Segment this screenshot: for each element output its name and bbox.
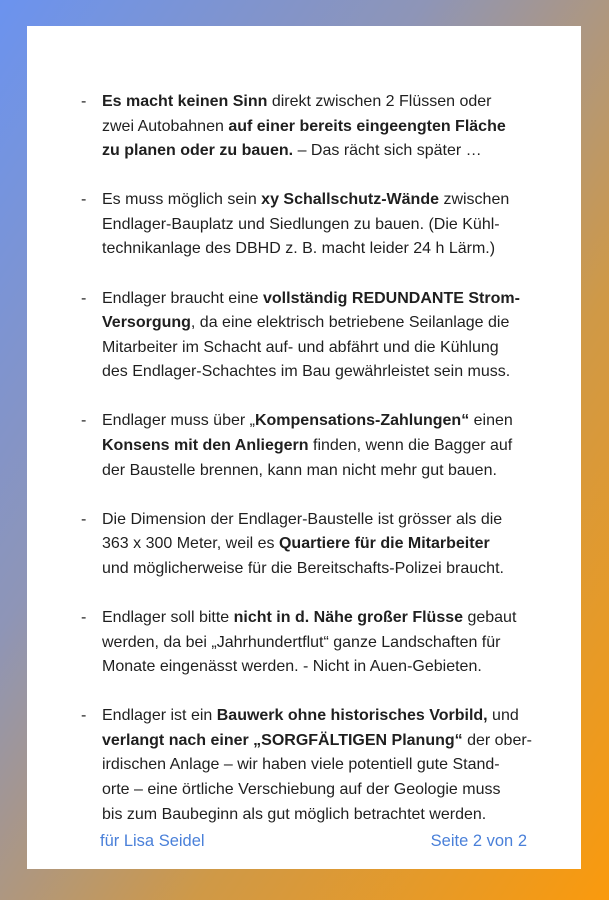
bullet-text-line: Mitarbeiter im Schacht auf- und abfährt und die Kühlung — [102, 338, 499, 356]
page-footer — [27, 829, 581, 854]
bullet-text-line: technikanlage des DBHD z. B. macht leider 24 h Lärm.) — [102, 240, 496, 258]
bullet-dash-icon: - — [81, 289, 87, 307]
bullet-text-line: des Endlager-Schachtes im Bau gewährleistet sein muss. — [102, 363, 511, 381]
bullet-text-line: Endlager-Bauplatz und Siedlungen zu bauen. (Die Kühl- — [102, 215, 500, 233]
bullet-item — [81, 606, 581, 680]
bullet-item — [81, 409, 581, 483]
bullet-dash-icon: - — [81, 412, 87, 430]
bullet-text-line: Die Dimension der Endlager-Baustelle ist grösser als die — [102, 510, 503, 528]
bullet-dash-icon: - — [81, 707, 87, 725]
bullet-text — [102, 409, 581, 483]
bullet-dash-icon: - — [81, 510, 87, 528]
bullet-text-line: Es macht keinen Sinn direkt zwischen 2 Flüssen oder — [102, 93, 492, 110]
bullet-text — [102, 90, 581, 164]
bullet-text — [102, 606, 581, 680]
bullet-dash-icon: - — [81, 609, 87, 626]
bullet-text-line: irdischen Anlage – wir haben viele potentiell gute Stand- — [102, 756, 500, 774]
bullet-text-line: werden, da bei „Jahrhundertflut“ ganze Landschaften für — [102, 633, 501, 651]
bullet-text-line: orte – eine örtliche Verschiebung auf der Geologie muss — [102, 781, 501, 799]
bullet-text-line: Monate eingenässt werden. - Nicht in Auen-Gebieten. — [102, 658, 482, 676]
bullet-text-line: verlangt nach einer „SORGFÄLTIGEN Planung“ der ober- — [102, 731, 533, 749]
bullet-text-line: 363 x 300 Meter, weil es Quartiere für die Mitarbeiter — [102, 535, 490, 553]
bullet-text-line: zu planen oder zu bauen. – Das rächt sich später … — [102, 142, 482, 160]
bullet-text-line: Konsens mit den Anliegern finden, wenn die Bagger auf — [102, 437, 513, 455]
bullet-item — [81, 90, 581, 164]
bullet-text-line: der Baustelle brennen, kann man nicht mehr gut bauen. — [102, 461, 497, 479]
bullet-item — [81, 188, 581, 262]
bullet-dash-icon: - — [81, 191, 87, 209]
bullet-text — [102, 287, 581, 385]
bullet-text-line: Endlager braucht eine vollständig REDUNDANTE Strom- — [102, 289, 520, 307]
bullet-text — [102, 508, 581, 582]
bullet-text-line: Endlager ist ein Bauwerk ohne historisches Vorbild, und — [102, 707, 519, 725]
bullet-text-line: Versorgung, da eine elektrisch betriebene Seilanlage die — [102, 314, 510, 332]
bullet-text — [102, 704, 581, 827]
bullet-item — [81, 287, 581, 385]
bullet-list — [81, 90, 581, 827]
document-page — [27, 26, 581, 869]
bullet-item — [81, 704, 581, 827]
bullet-text-line: Endlager muss über „Kompensations-Zahlungen“ einen — [102, 412, 513, 430]
footer-page-number: Seite 2 von 2 — [430, 832, 527, 850]
bullet-text-line: und möglicherweise für die Bereitschafts-Polizei braucht. — [102, 559, 504, 577]
bullet-text-line: bis zum Baubeginn als gut möglich betrachtet werden. — [102, 805, 487, 823]
bullet-text — [102, 188, 581, 262]
footer-attribution: für Lisa Seidel — [100, 832, 205, 850]
bullet-text-line: Endlager soll bitte nicht in d. Nähe großer Flüsse gebaut — [102, 609, 517, 626]
bullet-dash-icon: - — [81, 93, 87, 110]
bullet-text-line: Es muss möglich sein xy Schallschutz-Wände zwischen — [102, 191, 510, 209]
bullet-text-line: zwei Autobahnen auf einer bereits eingeengten Fläche — [102, 117, 506, 135]
bullet-item — [81, 508, 581, 582]
